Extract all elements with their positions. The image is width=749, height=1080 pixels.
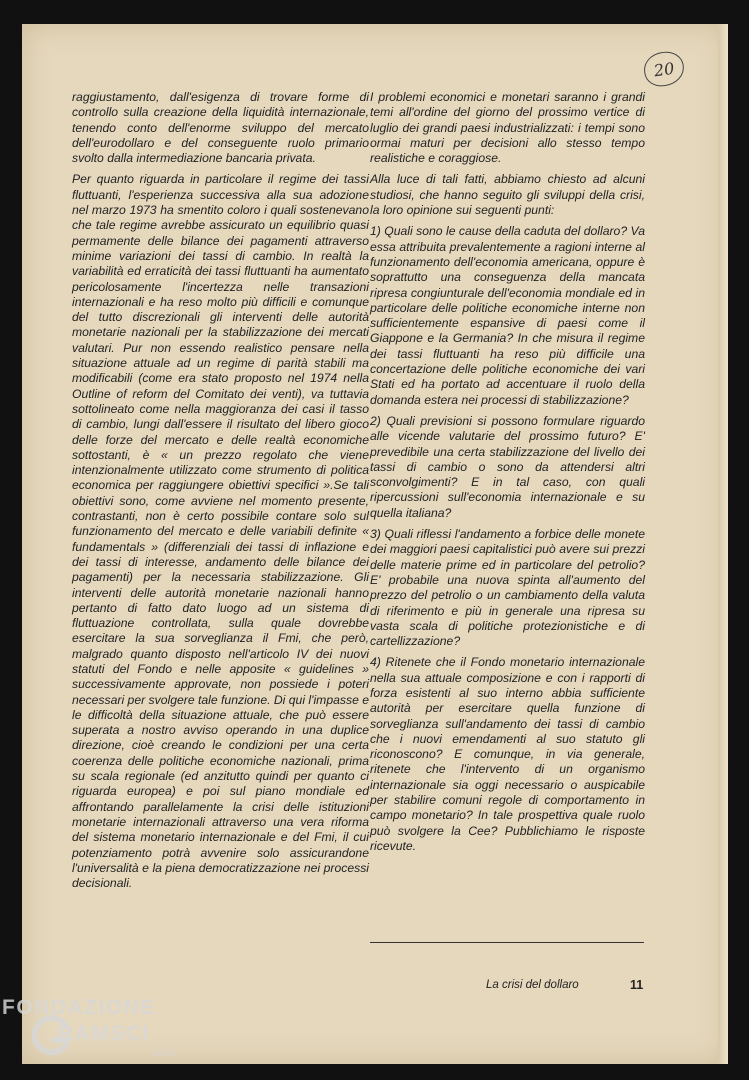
running-title: La crisi del dollaro — [486, 979, 579, 991]
page-edge — [718, 24, 728, 1064]
watermark-suffix: onlus — [152, 1048, 176, 1059]
question-1: 1) Quali sono le cause della caduta del dollaro? Va essa attribuita prevalentemente a ragioni interne al funzionamento dell'economia americana, oppure è soprattutto una conseguenza della mancata ripresa congiunturale dell'economia mondiale ed in particolare delle politiche economiche interne non sufficientemente espansive di paesi come il Giappone e la Germania? In che misura il regime dei tassi fluttuanti ha reso più difficile una concertazione delle politiche economiche dei vari Stati ed ha portato ad accentuare il ruolo della domanda estera nei processi di stabilizzazione? — [370, 224, 645, 407]
question-2: 2) Quali previsioni si possono formulare riguardo alle vicende valutarie del prossimo futuro? E' prevedibile una certa stabilizzazione del livello dei tassi di cambio o sono da attendersi altri sconvolgimenti? E in tal caso, con quali ripercussioni sull'economia internazionale e su quella italiana? — [370, 413, 645, 520]
paragraph: Per quanto riguarda in particolare il regime dei tassi fluttuanti, l'esperienza successiva alla sua adozione nel marzo 1973 ha smentito coloro i quali sostenevano che tale regime avrebbe assicurato un equilibrio quasi permamente delle bilance dei pagamenti attraverso minime variazioni dei tassi di cambio. In realtà la variabilità ed erraticità dei tassi fluttuanti ha aumentato pericolosamente l'incertezza nelle transazioni internazionali e ha reso molto più difficili e comunque del tutto discrezionali gli interventi delle autorità monetarie nazionali per la stabilizzazione dei mercati valutari. Pur non essendo realistico pensare nella situazione attuale ad un regime di parità stabili ma modificabili (come era stato proposto nel 1974 nella Outline of reform del Comitato dei venti), va tuttavia sottolineato come nella maggioranza dei casi il tasso di cambio, lungi dall'essere il risultato del libero gioco delle forze del mercato e delle realtà economiche sottostanti, è « un prezzo regolato che viene intenzionalmente utilizzato come strumento di politica economica per raggiungere obiettivi specifici ».Se tali obiettivi sono, come avviene nel momento presente, contrastanti, non è certo possibile contare solo sul funzionamento del mercato e delle variabili definite « fundamentals » (differenziali dei tassi di inflazione e dei tassi di interesse, andamento delle bilance dei pagamenti) per la necessaria stabilizzazione. Gli interventi delle autorità monetarie nazionali hanno pertanto di fatto dato luogo ad un sistema di fluttuazione controllata, sulla quale dovrebbe esercitare la sua sorveglianza il Fmi, che però, malgrado quanto disposto nell'articolo IV dei nuovi statuti del Fondo e nelle apposite « guidelines » successivamente approvate, non possiede i poteri necessari per svolgere tale funzione. Di qui l'impasse e le difficoltà della situazione attuale, che può essere superata a nostro avviso operando in una duplice direzione, cioè creando le condizioni per una certa coerenza delle politiche economiche nazionali, prima su scala regionale (ed anzitutto quindi per quanto ci riguarda europea) e poi sul piano mondiale ed affrontando parallelamente la crisi delle istituzioni monetarie internazionali attraverso una vera riforma del sistema monetario internazionale e del Fmi, il cui potenziamento potrà avvenire solo assicurandone l'universalità e la piena democratizzazione nei processi decisionali. — [72, 172, 370, 891]
question-3: 3) Quali riflessi l'andamento a forbice delle monete dei maggiori paesi capitalistici può avere sui prezzi delle materie prime ed in particolare del petrolio? E' probabile una nuova spinta all'aumento del prezzo del petrolio o un cambiamento della valuta di riferimento e più in generale una ripresa su vasta scala di politiche protezionistiche e di cartellizzazione? — [370, 527, 645, 649]
paragraph: I problemi economici e monetari saranno i grandi temi all'ordine del giorno del prossimo vertice di luglio dei grandi paesi industrializzati: i tempi sono ormai maturi per decisioni allo stesso tempo realistiche e coraggiose. — [370, 90, 645, 166]
watermark-line1: FONDAZIONE — [2, 996, 156, 1019]
paragraph: Alla luce di tali fatti, abbiamo chiesto ad alcuni studiosi, che hanno seguito gli sviluppi della crisi, la loro opinione sui seguenti punti: — [370, 172, 645, 218]
watermark-line2: RAMSCI — [58, 1022, 150, 1045]
paragraph: raggiustamento, dall'esigenza di trovare forme di controllo sulla creazione della liquidità internazionale, tenendo conto dell'enorme sviluppo del mercato dell'eurodollaro e del conseguente ruolo primario svolto dalla intermediazione bancaria privata. — [72, 90, 369, 166]
document-page — [22, 24, 728, 1064]
divider-rule — [370, 942, 644, 943]
handwritten-page-number: 20 — [642, 49, 686, 88]
left-column — [72, 90, 369, 897]
page-number: 11 — [630, 978, 644, 992]
question-4: 4) Ritenete che il Fondo monetario internazionale nella sua attuale composizione e con i rapporti di forza esistenti al suo interno abbia sufficiente autorità per esercitare quella funzione di sorveglianza sull'andamento dei tassi di cambio che i nuovi emendamenti al suo statuto gli riconoscono? E comunque, in via generale, ritenete che l'intervento di un organismo internazionale sia oggi necessario o auspicabile per stabilire comuni regole di comportamento in campo monetario? In tale prospettiva quale ruolo può svolgere la Cee? Pubblichiamo le risposte ricevute. — [370, 655, 645, 853]
right-column — [370, 90, 645, 860]
